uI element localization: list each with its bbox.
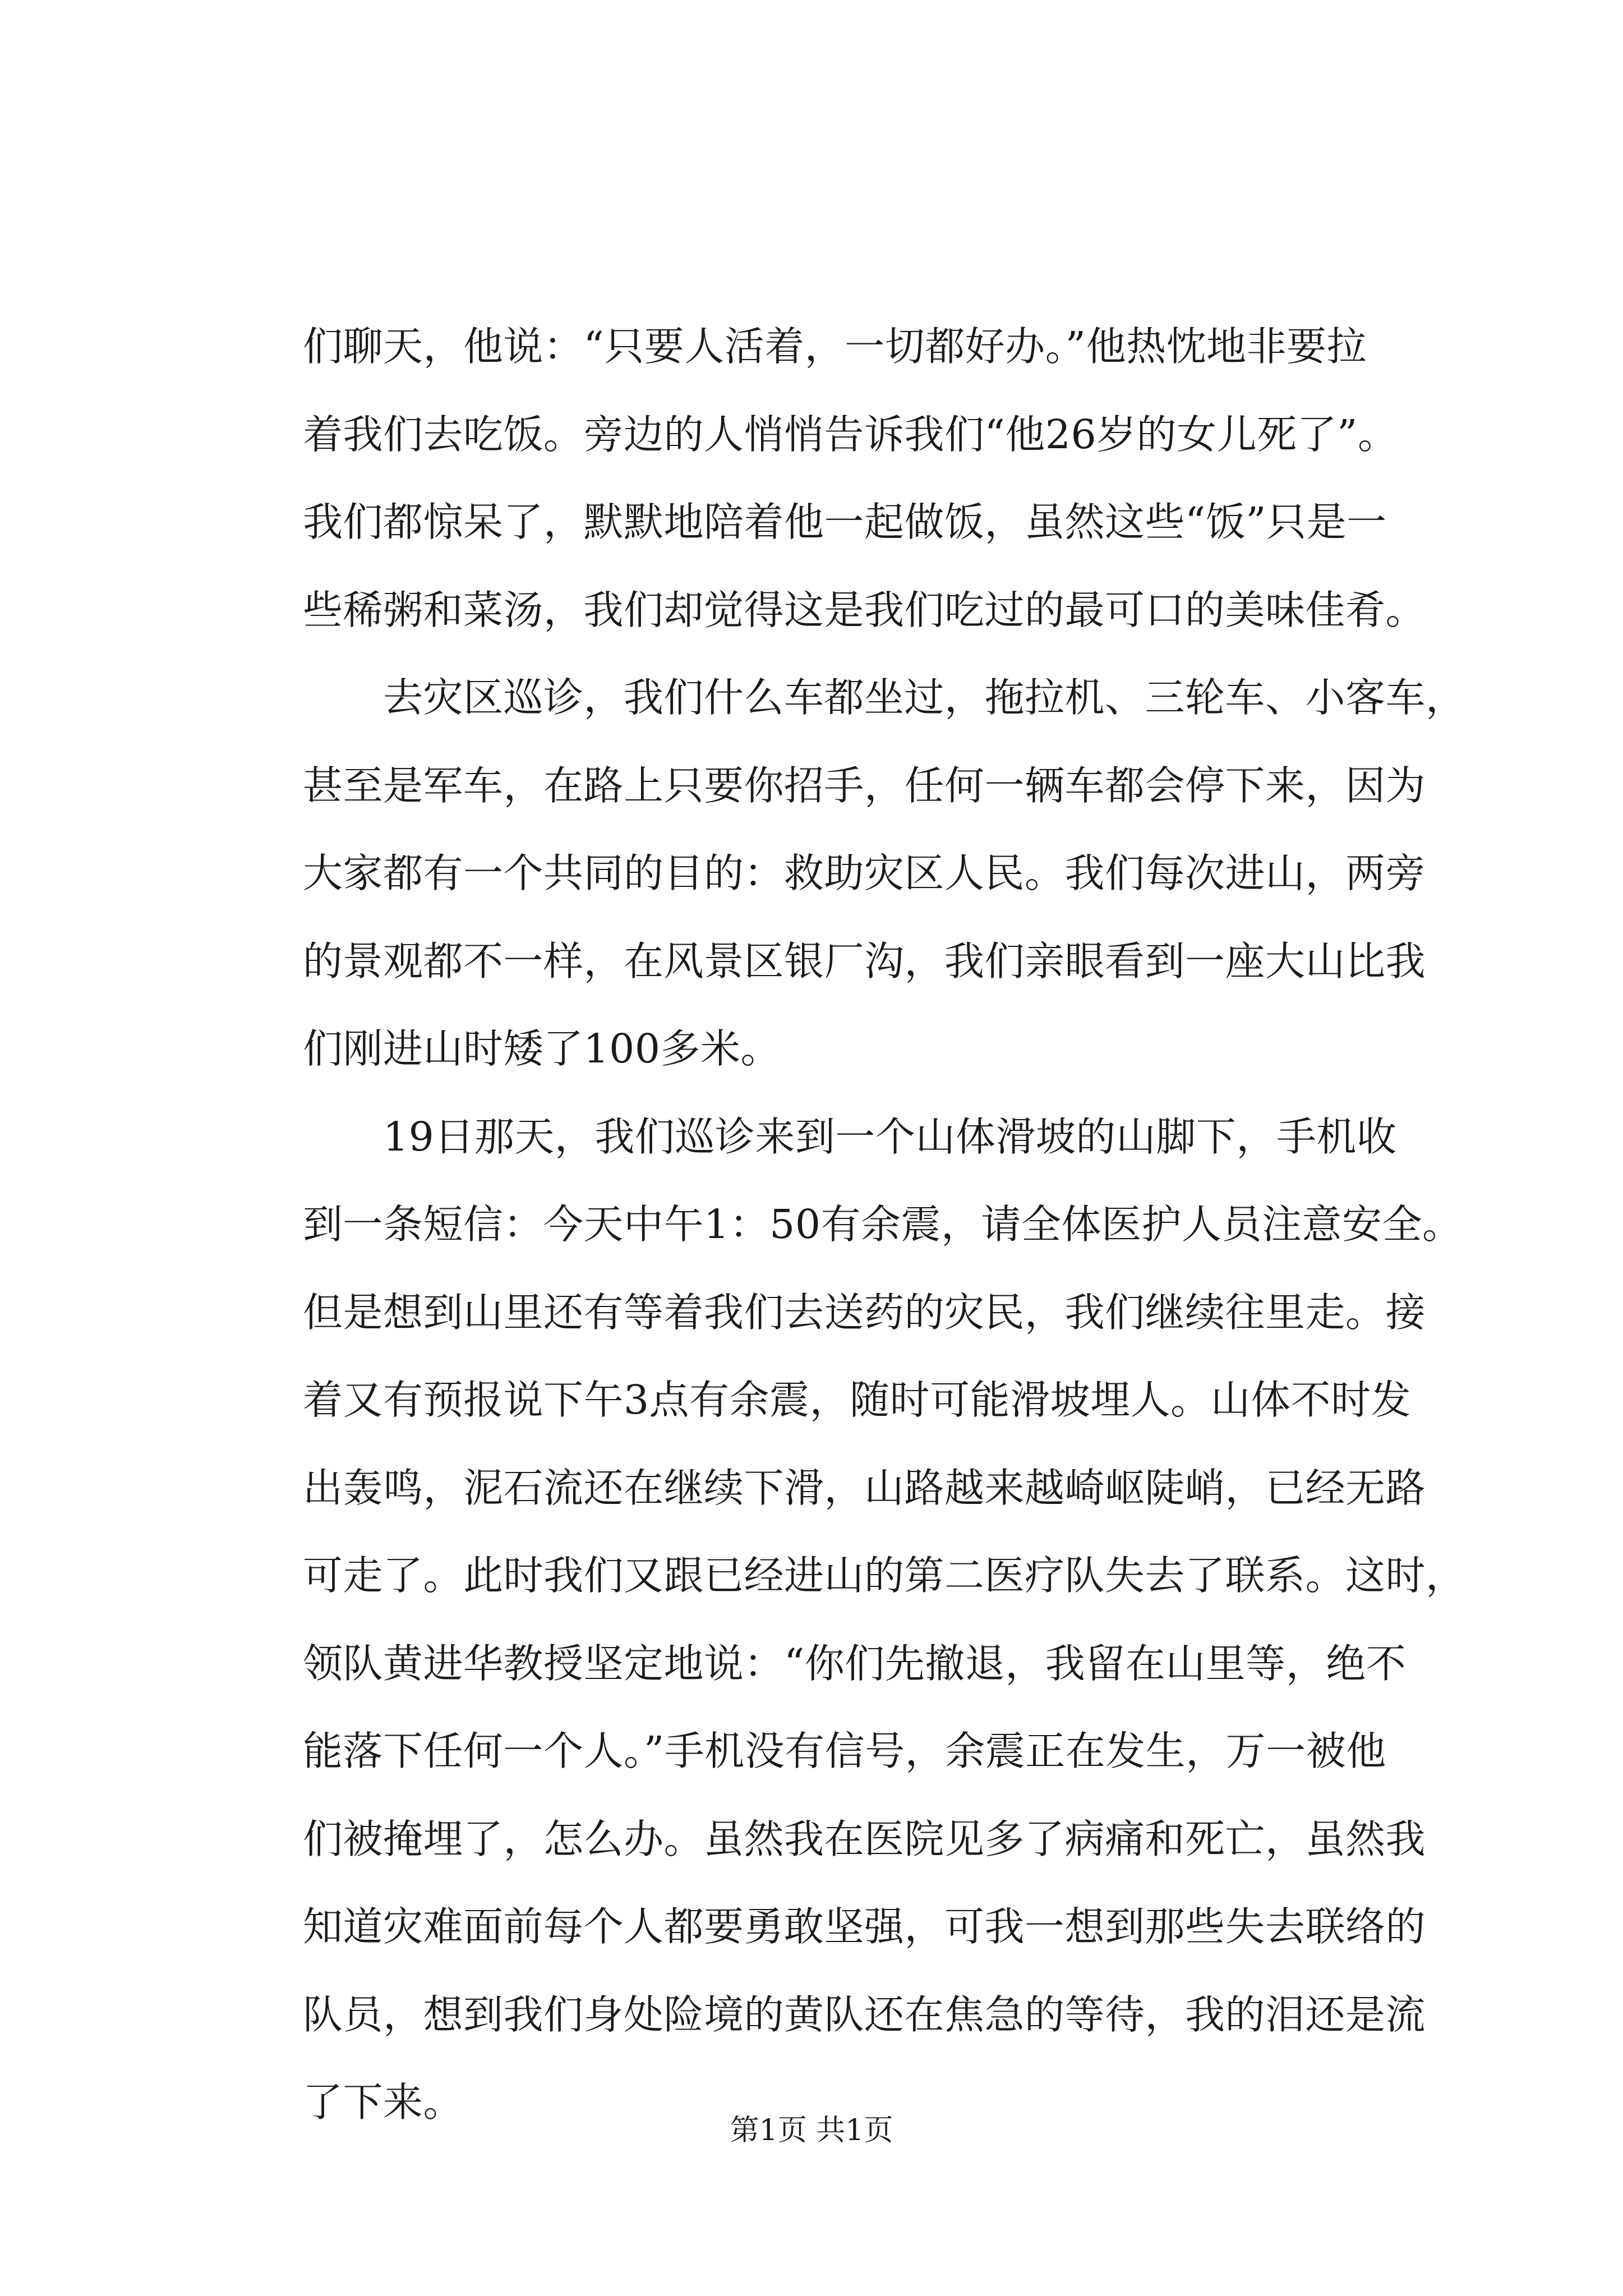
text-line: 但是想到山里还有等着我们去送药的灾民，我们继续往里走。接 bbox=[303, 1289, 1426, 1336]
page-footer: 第1页 共1页 bbox=[730, 2114, 893, 2147]
text-line: 们刚进山时矮了100多米。 bbox=[303, 1025, 781, 1072]
text-line: 我们都惊呆了，默默地陪着他一起做饭，虽然这些“饭”只是一 bbox=[303, 499, 1387, 545]
text-line: 的景观都不一样，在风景区银厂沟，我们亲眼看到一座大山比我 bbox=[303, 937, 1426, 984]
text-line: 领队黄进华教授坚定地说：“你们先撤退，我留在山里等，绝不 bbox=[303, 1640, 1407, 1687]
text-line: 知道灾难面前每个人都要勇敢坚强，可我一想到那些失去联络的 bbox=[303, 1903, 1426, 1950]
text-line: 们聊天，他说：“只要人活着，一切都好办。”他热忱地非要拉 bbox=[303, 323, 1367, 370]
text-line: 能落下任何一个人。”手机没有信号，余震正在发生，万一被他 bbox=[303, 1728, 1386, 1774]
text-line: 甚至是军车，在路上只要你招手，任何一辆车都会停下来，因为 bbox=[303, 762, 1426, 809]
text-line: 着我们去吃饭。旁边的人悄悄告诉我们“他26岁的女儿死了”。 bbox=[303, 411, 1398, 458]
text-line: 大家都有一个共同的目的：救助灾区人民。我们每次进山，两旁 bbox=[303, 850, 1426, 896]
text-line: 19日那天，我们巡诊来到一个山体滑坡的山脚下，手机收 bbox=[303, 1113, 1397, 1160]
text-line: 们被掩埋了，怎么办。虽然我在医院见多了病痛和死亡，虽然我 bbox=[303, 1815, 1426, 1862]
text-line: 去灾区巡诊，我们什么车都坐过，拖拉机、三轮车、小客车， bbox=[303, 674, 1466, 721]
text-line: 着又有预报说下午3点有余震，随时可能滑坡埋人。山体不时发 bbox=[303, 1377, 1412, 1423]
text-line: 了下来。 bbox=[303, 2079, 464, 2125]
text-line: 些稀粥和菜汤，我们却觉得这是我们吃过的最可口的美味佳肴。 bbox=[303, 586, 1426, 633]
text-line: 可走了。此时我们又跟已经进山的第二医疗队失去了联系。这时， bbox=[303, 1552, 1466, 1599]
document-body bbox=[303, 303, 1466, 2147]
text-line: 出轰鸣，泥石流还在继续下滑，山路越来越崎岖陡峭，已经无路 bbox=[303, 1464, 1426, 1511]
text-line: 到一条短信：今天中午1：50有余震，请全体医护人员注意安全。 bbox=[303, 1201, 1463, 1248]
text-line: 队员，想到我们身处险境的黄队还在焦急的等待，我的泪还是流 bbox=[303, 1991, 1426, 2038]
